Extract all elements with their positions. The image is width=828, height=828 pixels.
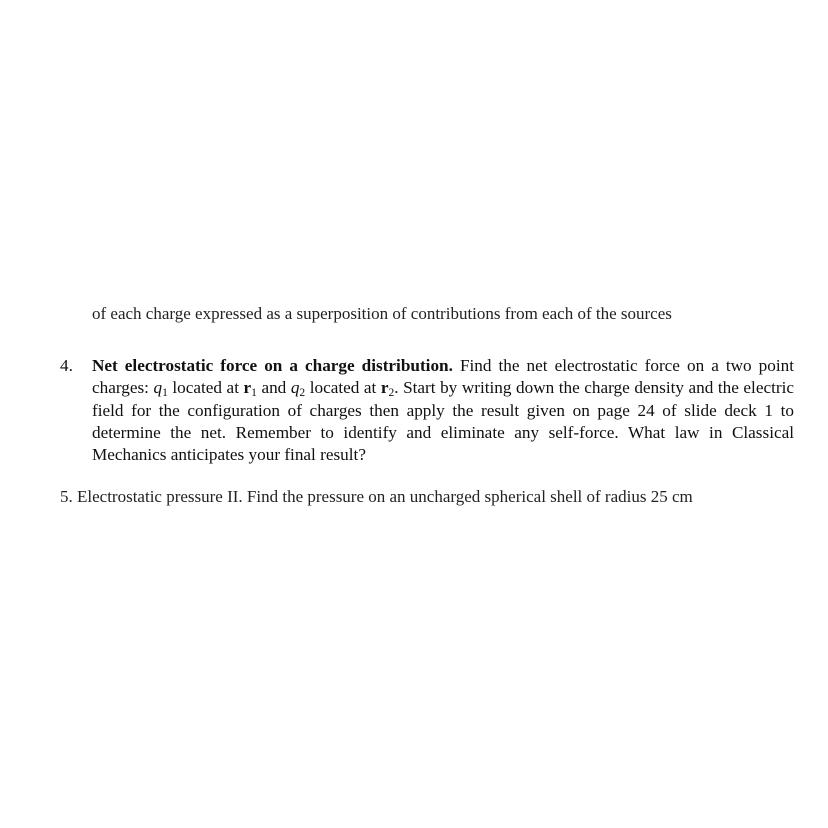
symbol-q1-subscript: 1 xyxy=(162,387,168,400)
clipped-next-line: 5. Electrostatic pressure II. Find the pressure on an uncharged spherical shell of radius 25 cm xyxy=(60,487,693,506)
problem-4 xyxy=(60,355,794,466)
symbol-q2: q xyxy=(290,378,300,398)
text-located-at-2: located at xyxy=(309,378,377,398)
text-located-at-1: located at xyxy=(172,378,239,398)
symbol-q1: q xyxy=(153,378,163,398)
problem-number: 4. xyxy=(60,356,73,375)
text-and: and xyxy=(261,378,287,398)
problem-body xyxy=(92,355,794,466)
symbol-r1-subscript: 1 xyxy=(251,387,257,400)
problem-rest: . Start by writing down the charge density and the electric field for the configuration of charges then apply the result given on page 24 of slide deck 1 to determine the net. Remember to identify and eliminate any self-force. What law in Classical Mechanics anticipates your final result? xyxy=(92,378,794,465)
symbol-q2-subscript: 2 xyxy=(299,387,306,400)
symbol-r2-subscript: 2 xyxy=(388,387,395,400)
symbol-r1: r xyxy=(243,378,252,398)
problem-title: Net electrostatic force on a charge distribution. xyxy=(92,356,453,375)
problem-intro: Find the net electrostatic force on a two point charges: xyxy=(92,356,795,398)
clipped-previous-line: of each charge expressed as a superposition of contributions from each of the sources xyxy=(92,304,672,323)
symbol-r2: r xyxy=(380,378,389,398)
